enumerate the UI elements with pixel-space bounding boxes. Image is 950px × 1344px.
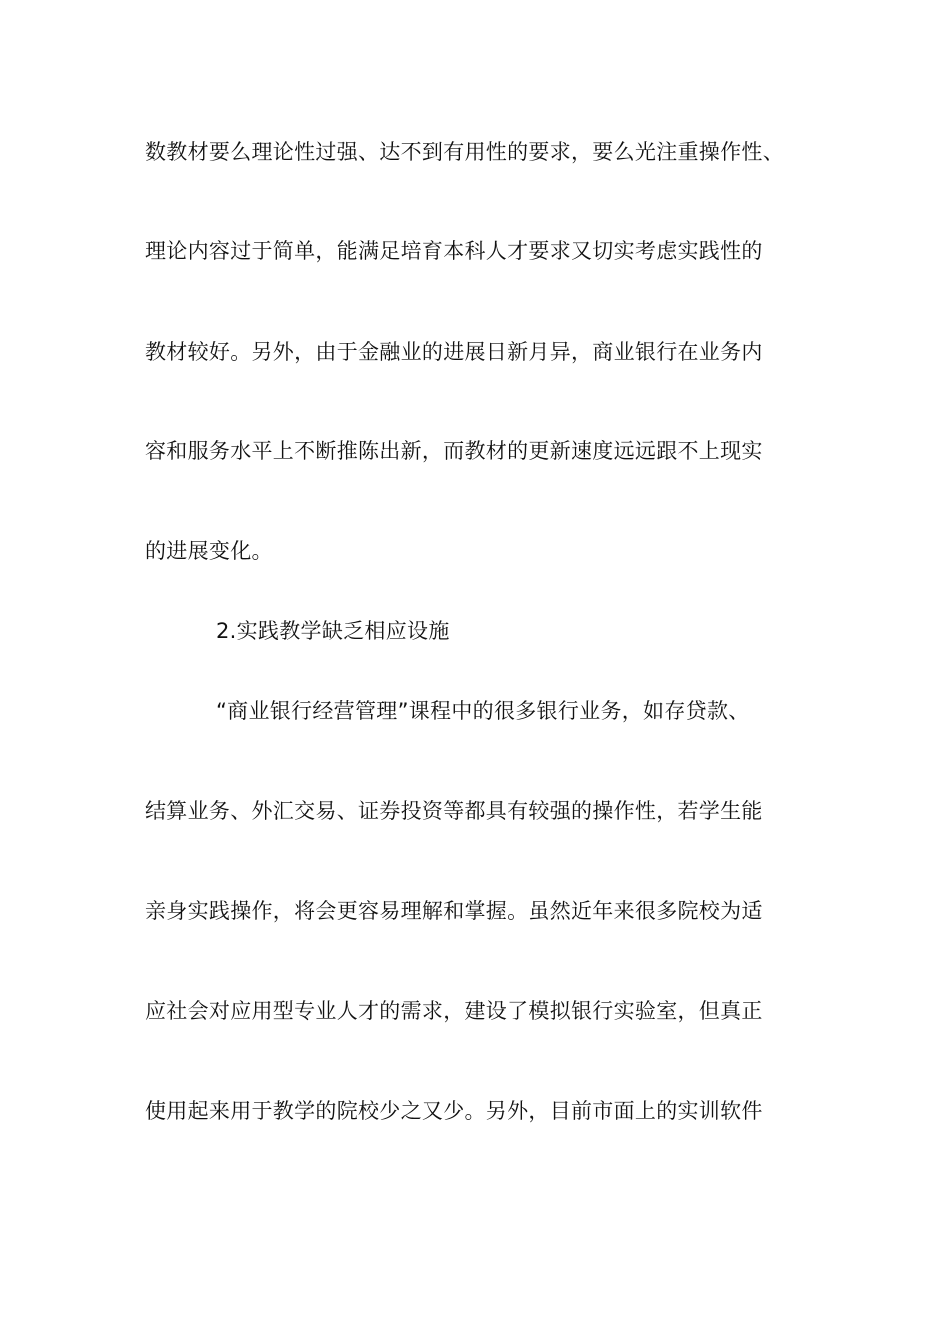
paragraph-line: 容和服务水平上不断推陈出新，而教材的更新速度远远跟不上现实 bbox=[145, 439, 763, 463]
paragraph-line: 教材较好。另外，由于金融业的进展日新月异，商业银行在业务内 bbox=[145, 340, 763, 364]
section-heading: 2.实践教学缺乏相应设施 bbox=[216, 619, 450, 643]
paragraph-line: 理论内容过于简单，能满足培育本科人才要求又切实考虑实践性的 bbox=[145, 239, 763, 263]
paragraph-line: 应社会对应用型专业人才的需求，建设了模拟银行实验室，但真正 bbox=[145, 999, 763, 1023]
paragraph-line: 使用起来用于教学的院校少之又少。另外，目前市面上的实训软件 bbox=[145, 1099, 763, 1123]
paragraph-line: 亲身实践操作，将会更容易理解和掌握。虽然近年来很多院校为适 bbox=[145, 899, 763, 923]
paragraph-line: 的进展变化。 bbox=[145, 539, 273, 563]
paragraph-line: “商业银行经营管理”课程中的很多银行业务，如存贷款、 bbox=[216, 699, 750, 723]
paragraph-line: 结算业务、外汇交易、证券投资等都具有较强的操作性，若学生能 bbox=[145, 799, 763, 823]
paragraph-line: 数教材要么理论性过强、达不到有用性的要求，要么光注重操作性、 bbox=[145, 140, 784, 164]
